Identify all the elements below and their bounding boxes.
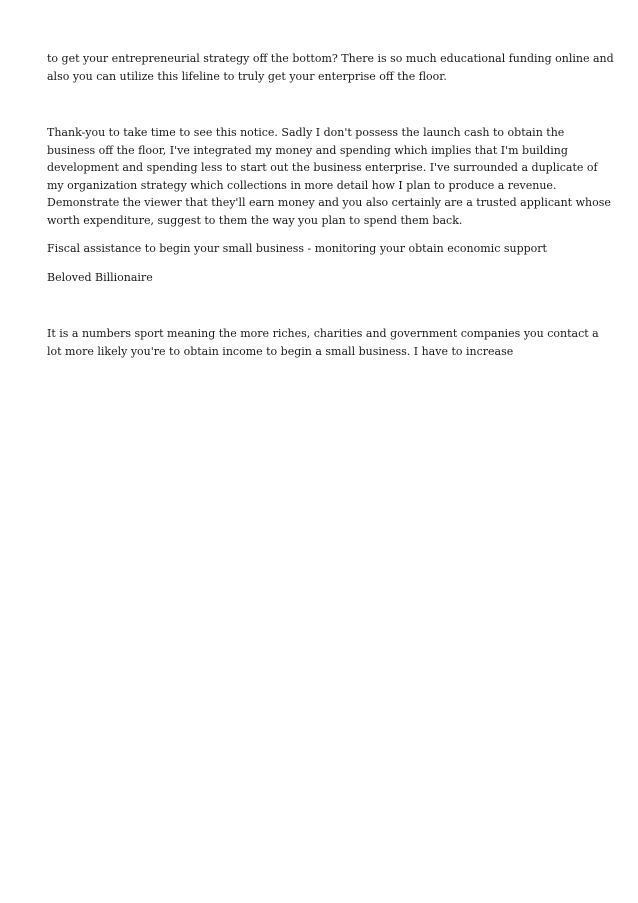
paragraph-spacer [47, 286, 597, 325]
paragraph-spacer [47, 258, 597, 269]
paragraph-numbers-sport [47, 325, 597, 360]
paragraph-heading-fiscal [47, 240, 597, 258]
paragraph-thank-you [47, 124, 611, 229]
text-line: Fiscal assistance to begin your small business - monitoring your obtain economic support [47, 242, 547, 255]
paragraph-spacer [47, 85, 597, 124]
text-line: development and spending less to start out the business enterprise. I've surrounded a duplicate of [47, 161, 598, 174]
text-line: Thank-you to take time to see this notice. Sadly I don't possess the launch cash to obtain the [47, 126, 565, 139]
text-line: business off the floor, I've integrated my money and spending which implies that I'm building [47, 143, 568, 157]
paragraph-heading-billionaire [47, 269, 597, 287]
document-body [47, 50, 614, 360]
text-line: my organization strategy which collections in more detail how I plan to produce a revenue. [47, 178, 557, 192]
text-line: Demonstrate the viewer that they'll earn money and you also certainly are a trusted applicant whose [47, 196, 611, 209]
text-line: lot more likely you're to obtain income to begin a small business. I have to increase [47, 344, 514, 358]
text-line: to get your entrepreneurial strategy off the bottom? There is so much educational funding online and [47, 52, 614, 65]
text-line: Beloved Billionaire [47, 270, 153, 284]
text-line: also you can utilize this lifeline to truly get your enterprise off the floor. [47, 69, 447, 83]
paragraph-intro [47, 50, 614, 85]
paragraph-spacer [47, 229, 597, 240]
text-line: worth expenditure, suggest to them the way you plan to spend them back. [47, 213, 463, 227]
text-line: It is a numbers sport meaning the more riches, charities and government companies you contact a [47, 327, 599, 340]
